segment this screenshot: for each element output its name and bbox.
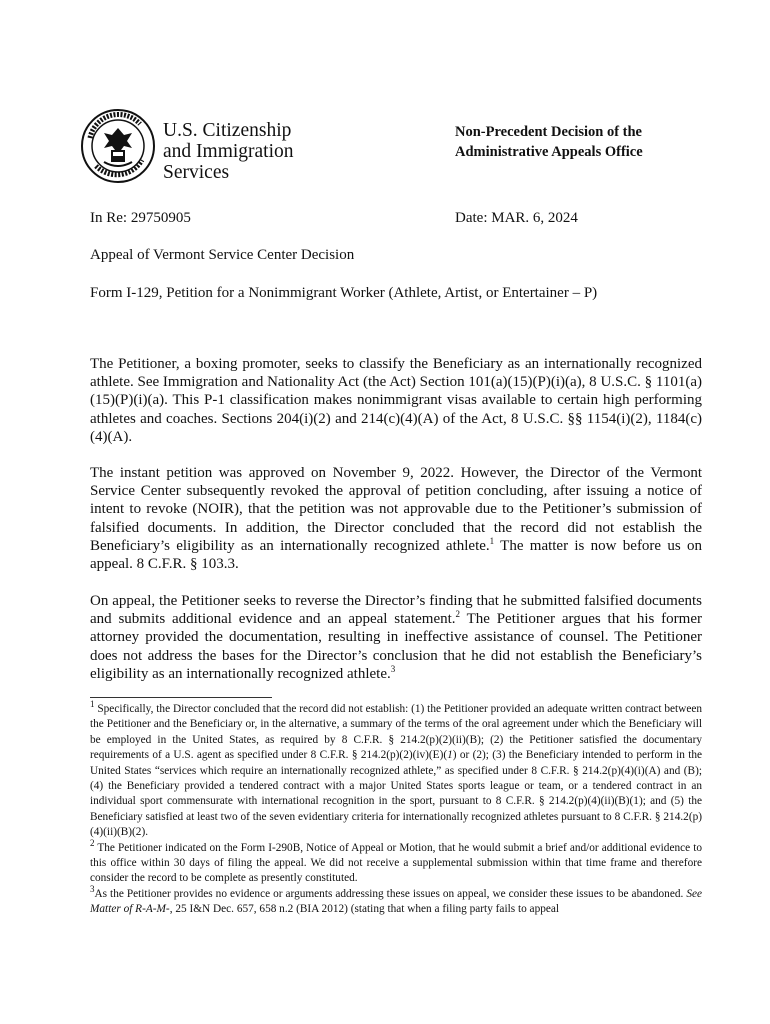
paragraph-3-text-a: On appeal, the Petitioner seeks to reverse the Director’s finding that he submitted falsified documents and submits additional evidence and an appeal statement. (90, 593, 702, 628)
footnote-3-mark: 3 (90, 884, 95, 895)
agency-line-2: and Immigration (163, 141, 294, 162)
footnote-1-text-b: ) or (2); (3) the Beneficiary intended to perform in the United States “services which require an internationally recognized athlete,” as specified under 8 C.F.R. § 214.2(p)(4)(i)(A) and (B); (4) the Beneficiary provided a tendered contract with a major United States sports league or team, or a tendered contract in an individual sport commensurate with international recognition in the sport, pursuant to 8 C.F.R. § 214.2(p)(4)(ii)(B)(1); and (5) the Beneficiary satisfied at least two of the seven evidentiary criteria for internationally recognized athletes pursuant to 8 C.F.R. § 214.2(p)(4)(ii)(B)(2). (90, 749, 702, 839)
paragraph-2-text-a: The instant petition was approved on November 9, 2022. However, the Director of the Vermont Service Center subsequently revoked the approval of petition concluding, after issuing a notice of intent to revoke (NOIR), that the petition was not approvable due to the Petitioner’s submission of falsified documents. In addition, the Director concluded that the record did not establish the Beneficiary’s eligibility as an internationally recognized athlete. (90, 465, 702, 554)
paragraph-3-text-b: The Petitioner argues that his former attorney provided the documentation, resulting in ineffective assistance of counsel. The Petitioner does not address the bases for the Director’s conclusion that he did not establish the Beneficiary’s eligibility as an internationally recognized athlete. (90, 611, 702, 682)
agency-name (163, 120, 294, 183)
footnote-3-text-b: , 25 I&N Dec. 657, 658 n.2 (BIA 2012) (stating that when a filing party fails to appeal (169, 903, 560, 916)
case-number: In Re: 29750905 (90, 210, 191, 226)
paragraph-2 (90, 464, 702, 573)
footnote-ref-3[interactable]: 3 (390, 663, 396, 674)
agency-line-3: Services (163, 162, 230, 183)
agency-line-1: U.S. Citizenship (163, 120, 292, 141)
paragraph-2-text-b: The matter is now before us on appeal. 8 C.F.R. § 103.3. (90, 537, 702, 573)
dhs-seal-icon (80, 108, 156, 184)
decision-date: Date: MAR. 6, 2024 (455, 210, 578, 226)
footnote-2-text: The Petitioner indicated on the Form I-290B, Notice of Appeal or Motion, that he would submit a brief and/or additional evidence to this office within 30 days of filing the appeal. We did not receive a supplemental submission within that time frame and therefore consider the record to be complete as presently constituted. (90, 841, 702, 885)
footnote-divider (90, 697, 272, 698)
footnote-3 (90, 884, 702, 918)
decision-title-line-1: Non-Precedent Decision of the (455, 124, 642, 140)
footnote-3-text-a: As the Petitioner provides no evidence or arguments addressing these issues on appeal, we consider these issues to be abandoned. (94, 887, 687, 900)
footnote-ref-2[interactable]: 2 (455, 609, 461, 620)
footnote-1-text-a: Specifically, the Director concluded that the record did not establish: (1) the Petitioner provided an adequate written contract between the Petitioner and the Beneficiary or, in the alternative, a summary of the terms of the oral agreement under which the Beneficiary will be employed in the United States, as required by 8 C.F.R. § 214.2(p)(2)(ii)(B); (2) the Petitioner satisfied the documentary requirements of a U.S. agent as specified under 8 C.F.R. § 214.2(p)(2)(iv)(E)( (90, 703, 702, 762)
footnote-1-mark: 1 (90, 699, 95, 710)
decision-title (455, 122, 643, 162)
footnote-2 (90, 837, 702, 887)
decision-title-line-2: Administrative Appeals Office (455, 144, 643, 160)
footnote-1-italic: 1 (447, 749, 453, 762)
footnotes (90, 699, 702, 918)
paragraph-3 (90, 592, 702, 683)
footnote-1 (90, 699, 702, 841)
footnote-2-mark: 2 (90, 837, 95, 848)
appeal-description: Appeal of Vermont Service Center Decision (90, 247, 355, 263)
paragraph-1: The Petitioner, a boxing promoter, seeks to classify the Beneficiary as an internationally recognized athlete. See Immigration and Nationality Act (the Act) Section 101(a)(15)(P)(i)(a), 8 U.S.C. § 1101(a)(15)(P)(i)(a). This P-1 classification makes nonimmigrant visas available to certain high performing athletes and coaches. Sections 204(i)(2) and 214(c)(4)(A) of the Act, 8 U.S.C. §§ 1154(i)(2), 1184(c)(4)(A). (90, 356, 702, 445)
footnote-ref-1[interactable]: 1 (489, 535, 495, 546)
footnote-3-citation: See Matter of R-A-M- (90, 887, 702, 916)
form-description: Form I-129, Petition for a Nonimmigrant Worker (Athlete, Artist, or Entertainer – P) (90, 285, 598, 301)
